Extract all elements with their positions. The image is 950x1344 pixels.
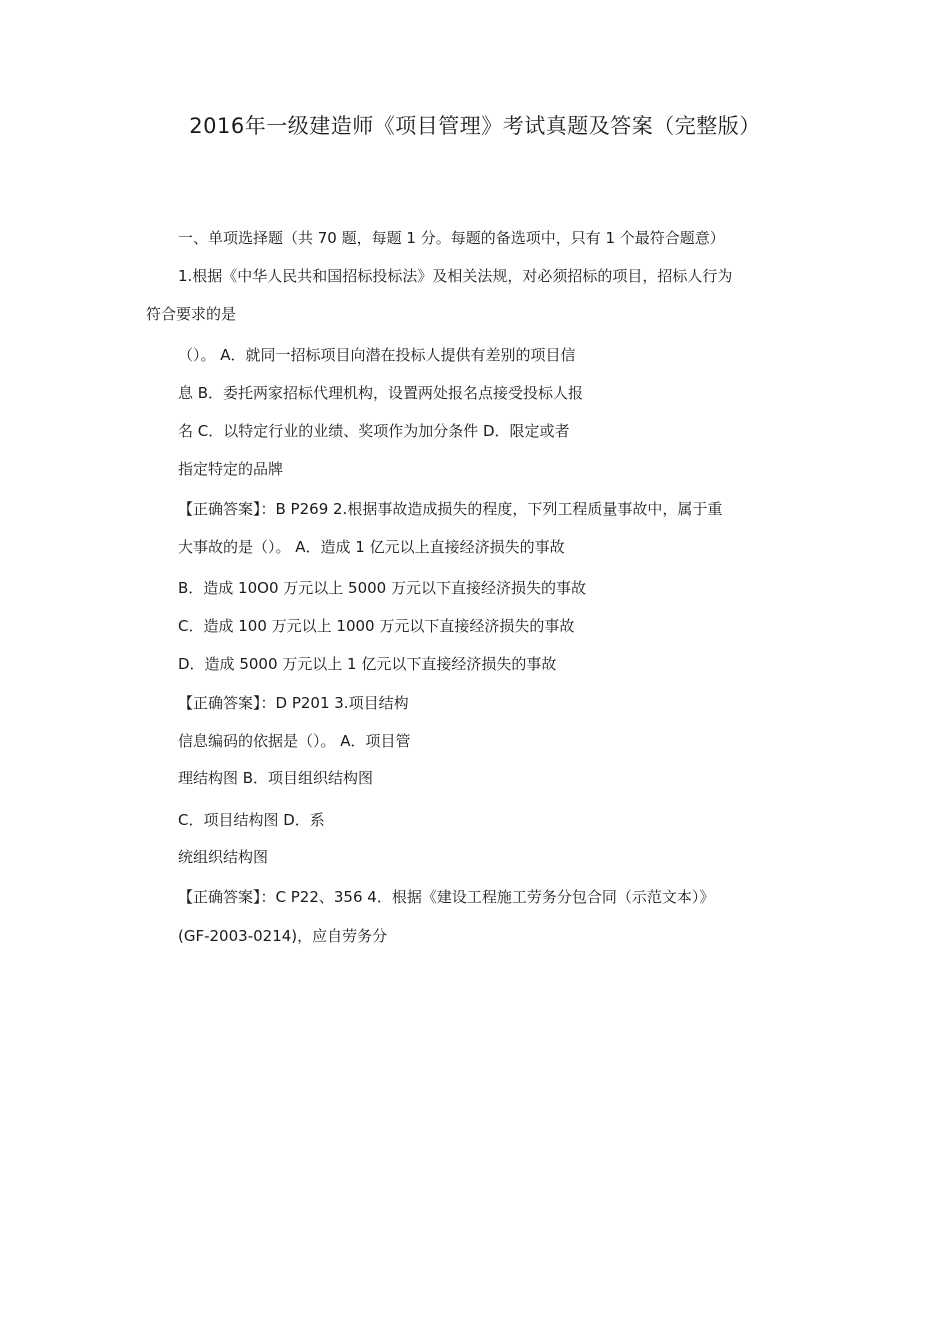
answer-line: 【正确答案】：B P269 2.根据事故造成损失的程度，下列工程质量事故中，属于重: [178, 500, 723, 518]
answer-line: 【正确答案】：D P201 3.项目结构: [178, 694, 409, 712]
text-line: 指定特定的品牌: [178, 460, 284, 478]
text-line: 1.根据《中华人民共和国招标投标法》及相关法规，对必须招标的项目，招标人行为: [178, 267, 733, 285]
document-title: 2016年一级建造师《项目管理》考试真题及答案（完整版）: [189, 114, 761, 138]
text-line: (GF-2003-0214)，应自劳务分: [178, 927, 388, 945]
answer-line: 【正确答案】：C P22、356 4．根据《建设工程施工劳务分包合同（示范文本）》: [178, 888, 715, 906]
section-heading: 一、单项选择题（共 70 题，每题 1 分。每题的备选项中，只有 1 个最符合题意）: [178, 229, 725, 247]
text-line: （）。 A．就同一招标项目向潜在投标人提供有差别的项目信: [178, 346, 576, 364]
text-line: C．项目结构图 D．系: [178, 811, 325, 829]
text-line: 信息编码的依据是（）。 A．项目管: [178, 732, 411, 750]
text-line: C．造成 100 万元以上 1000 万元以下直接经济损失的事故: [178, 617, 575, 635]
text-line: 统组织结构图: [178, 848, 269, 866]
text-line: 符合要求的是: [146, 305, 237, 323]
text-line: 息 B．委托两家招标代理机构，设置两处报名点接受投标人报: [178, 384, 584, 402]
text-line: 大事故的是（）。 A．造成 1 亿元以上直接经济损失的事故: [178, 538, 565, 556]
text-line: 理结构图 B．项目组织结构图: [178, 769, 374, 787]
text-line: B．造成 10O0 万元以上 5000 万元以下直接经济损失的事故: [178, 579, 586, 597]
text-line: 名 C．以特定行业的业绩、奖项作为加分条件 D．限定或者: [178, 422, 570, 440]
text-line: D．造成 5000 万元以上 1 亿元以下直接经济损失的事故: [178, 655, 557, 673]
